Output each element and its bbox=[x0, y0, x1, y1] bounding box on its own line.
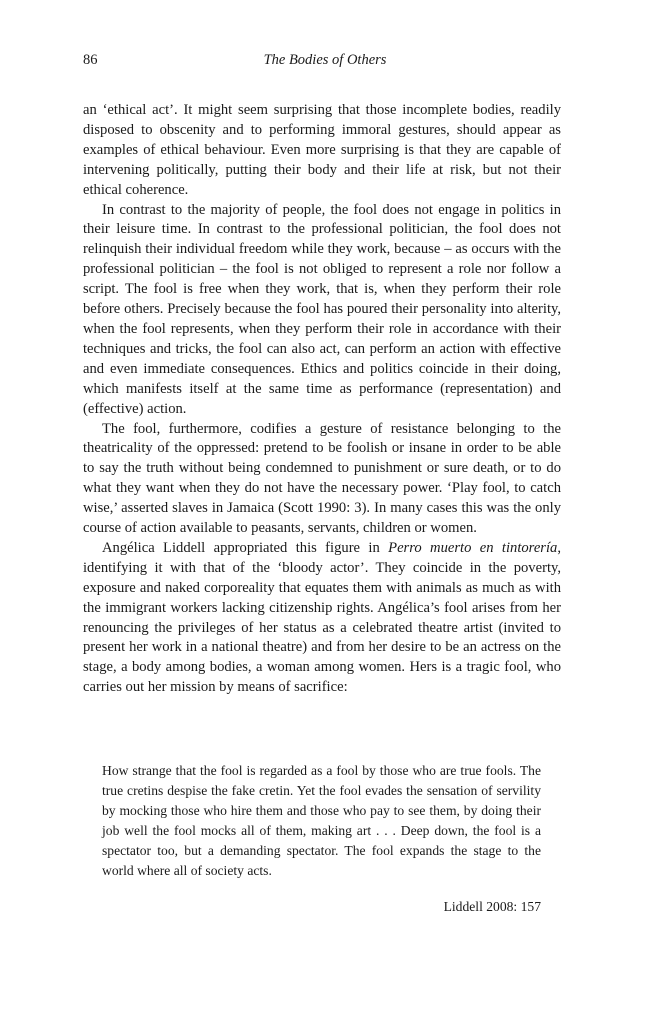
block-quote-text: How strange that the fool is regarded as a fool by those who are true fools. The true cretins despise the fake cretin. Yet the fool evades the sensation of servility by mocking those who hire them and those who pay to see them, by doing their job well the fool mocks all of them, making art . . . Deep down, the fool is a spectator too, but a demanding spectator. The fool expands the stage to the world where all of society acts. bbox=[102, 763, 541, 878]
paragraph-2: In contrast to the majority of people, the fool does not engage in politics in their leisure time. In contrast to the professional politician, the fool does not relinquish their individual freedom while they work, because – as occurs with the professional politician – the fool is not obliged to represent a role nor follow a script. The fool is free when they work, that is, when they perform their role before others. Precisely because the fool has poured their personality into alterity, when the fool represents, when they perform their role in accordance with their techniques and tricks, the fool can also act, can perform an action with effective and even immediate consequences. Ethics and politics coincide in their doing, which manifests itself at the same time as performance (representation) and (effective) action. bbox=[83, 201, 561, 417]
page-number: 86 bbox=[83, 52, 98, 68]
paragraph-1: an ‘ethical act’. It might seem surprising that those incomplete bodies, readily disposed to obscenity and to performing immoral gestures, should appear as examples of ethical behaviour. Even more surprising is that they are capable of intervening politically, putting their body and their life at risk, but not their ethical coherence. bbox=[83, 102, 561, 198]
work-title: Perro muerto en tintorería bbox=[388, 539, 558, 556]
main-text bbox=[83, 101, 561, 698]
block-quote bbox=[102, 761, 541, 880]
paragraph-4-rest: , identifying it with that of the ‘bloody actor’. They coincide in the poverty, exposure and naked corporeality that equates them with animals as much as with the immigrant workers lacking citizenship rights. Angélica’s fool arises from her renouncing the privileges of her status as a celebrated theatre artist (invited to present her work in a national theatre) and from her desire to be an actress on the stage, a body among bodies, a woman among women. Hers is a tragic fool, who carries out her mission by means of sacrifice: bbox=[83, 539, 561, 696]
running-title: The Bodies of Others bbox=[263, 52, 387, 68]
paragraph-4 bbox=[83, 539, 561, 698]
paragraph-4-lead: Angélica Liddell appropriated this figure in bbox=[102, 539, 389, 556]
quote-citation: Liddell 2008: 157 bbox=[443, 899, 541, 914]
paragraph-3: The fool, furthermore, codifies a gesture of resistance belonging to the theatricality of the oppressed: pretend to be foolish or insane in order to be able to say the truth without being condemned to punishment or sure death, or to do what they want when they do not have the necessary power. ‘Play fool, to catch wise,’ asserted slaves in Jamaica (Scott 1990: 3). In many cases this was the only course of action available to peasants, servants, children or women. bbox=[83, 420, 561, 537]
